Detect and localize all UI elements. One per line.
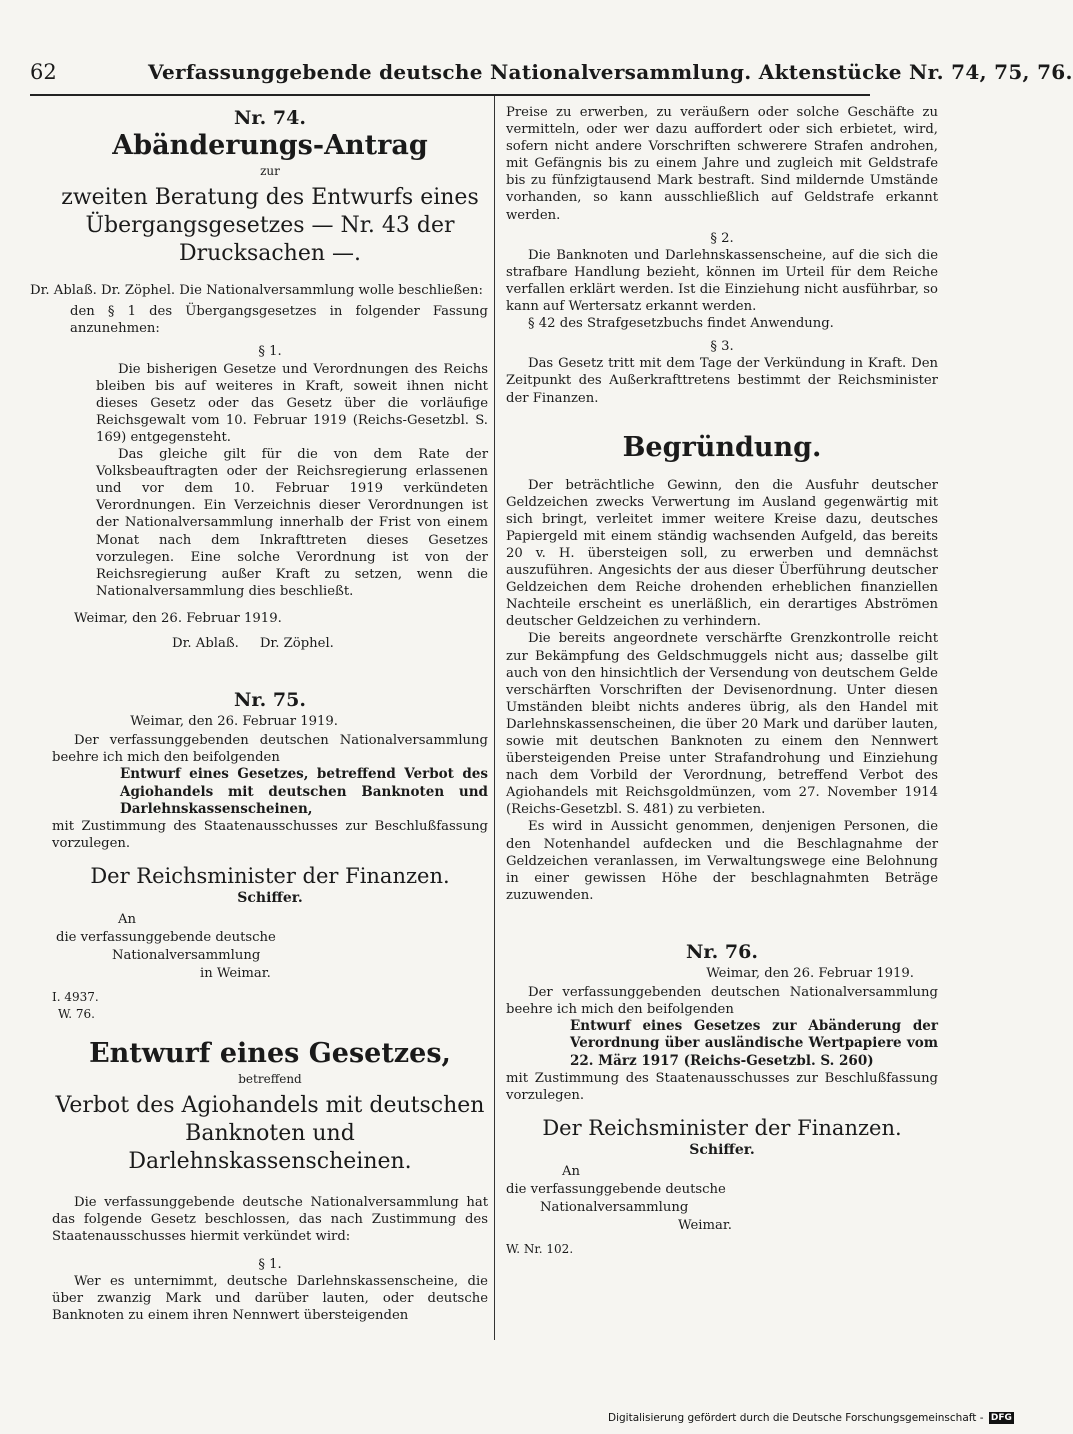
nr76-number: Nr. 76. [686,940,758,963]
para3-sign: § 3. [710,339,734,355]
nr76-letter: Der verfassunggebenden deutschen Nationalversammlung beehre ich mich den beifolgenden [506,985,938,1018]
nr75-minister: Der Reichsminister der Finanzen. [90,863,450,888]
left-column [30,104,488,1324]
column-divider [494,96,495,1340]
nr76-approval: mit Zustimmung des Staatenausschusses zur Beschlußfassung vorzulegen. [506,1070,938,1103]
nr75-addressee3: in Weimar. [200,966,271,981]
nr75-approval: mit Zustimmung des Staatenausschusses zur Beschlußfassung vorzulegen. [52,818,488,851]
dfg-logo: DFG [990,1413,1012,1423]
law-continuation: Preise zu erwerben, zu veräußern oder solche Geschäfte zu vermitteln, oder wer dazu auffordert oder sich erbietet, wird, sofern nicht andere Vorschriften schwerere Strafen androhen, mit Gefängnis bis zu einem Jahre und zugleich mit Geldstrafe bis zu fünfzigtausend Mark bestraft. Sind mildernde Umstände vorhanden, so kann ausschließlich auf Geldstrafe erkannt werden. [506,105,938,223]
nr74-resolution: den § 1 des Übergangsgesetzes in folgender Fassung anzunehmen: [70,304,488,337]
nr76-addressee3: Weimar. [678,1217,732,1233]
nr75-ref1: I. 4937. [52,990,99,1004]
nr75-address [52,911,488,983]
nr74-subtitle: zweiten Beratung des Entwurfs eines Übergangsgesetzes — Nr. 43 der Drucksachen —. [61,185,479,267]
nr74-place-date: Weimar, den 26. Februar 1919. [74,610,282,626]
para3-text: Das Gesetz tritt mit dem Tage der Verkündung in Kraft. Den Zeitpunkt des Außerkrafttretens bestimmt der Reichsminister der Finanzen. [506,356,938,406]
begruendung-title: Begründung. [622,431,822,463]
nr74-number: Nr. 74. [234,107,306,129]
nr76-date: Weimar, den 26. Februar 1919. [706,966,914,982]
nr75-addressee2: Nationalversammlung [112,948,261,963]
entwurf-betreffend: betreffend [238,1072,302,1087]
nr75-letter: Der verfassunggebenden deutschen Nationalversammlung beehre ich mich den beifolgenden [52,733,488,766]
nr74-text2: Das gleiche gilt für die von dem Rate der Volksbeauftragten oder der Reichsregierung erlassenen und vor dem 10. Februar 1919 verkündeten Verordnungen. Ein Verzeichnis dieser Verordnungen ist der Nationalversammlung innerhalb der Frist von einem Monat nach dem Inkrafttreten dieses Gesetzes vorzulegen. Eine solche Verordnung ist von der Reichsregierung außer Kraft zu setzen, wenn die Nationalversammlung dies beschließt. [96,447,488,599]
nr74-text1: Die bisherigen Gesetze und Verordnungen des Reichs bleiben bis auf weiteres in Kraft, soweit ihnen nicht dieses Gesetz oder das Gesetz über die vorläufige Reichsgewalt vom 10. Februar 1919 (Reichs-Gesetzbl. S. 169) entgegensteht. [96,361,488,445]
nr76-subject: Entwurf eines Gesetzes zur Abänderung der Verordnung über ausländische Wertpapiere vom 22. März 1917 (Reichs-Gesetzbl. S. 260) [570,1018,938,1069]
nr74-signatures: Dr. Ablaß. Dr. Zöphel. [172,635,334,651]
nr74-intro: Dr. Ablaß. Dr. Zöphel. Die Nationalversammlung wolle beschließen: [30,283,483,299]
nr74-para-sign: § 1. [258,344,282,360]
nr76-addressee1: die verfassunggebende deutsche [506,1181,726,1197]
nr74-zur: zur [260,164,280,179]
digitization-credit-text: Digitalisierung gefördert durch die Deutsche Forschungsgemeinschaft - [608,1412,984,1424]
nr76-signature: Schiffer. [689,1141,755,1158]
right-column [506,104,938,1258]
nr75-signature: Schiffer. [237,889,303,906]
nr76-ref: W. Nr. 102. [506,1241,574,1256]
nr75-addressee1: die verfassunggebende deutsche [56,930,276,945]
nr76-minister: Der Reichsminister der Finanzen. [542,1115,902,1140]
nr75-date: Weimar, den 26. Februar 1919. [130,714,338,730]
nr75-number: Nr. 75. [234,689,306,712]
begruendung-p3: Es wird in Aussicht genommen, denjenigen Personen, die den Notenhandel aufdecken und die Beschlagnahme der Geldzeichen veranlassen, im Verwaltungswege eine Belohnung in einer gewissen Höhe der beschlagnahmten Beträge zuzuwenden. [506,819,938,903]
entwurf-title: Entwurf eines Gesetzes, [89,1038,451,1070]
nr75-ref2: W. 76. [58,1007,95,1022]
para2-sign: § 2. [710,230,734,246]
digitization-credit [608,1412,1014,1424]
page-header [30,58,1073,96]
begruendung-p1: Der beträchtliche Gewinn, den die Ausfuhr deutscher Geldzeichen zwecks Verwertung im Ausland gegenwärtig mit sich bringt, verleitet immer weitere Kreise dazu, deutsches Papiergeld mit einem ständig wachsenden Aufgeld, das bereits 20 v. H. übersteigen soll, zu erwerben und demnächst auszuführen. Angesichts der aus dieser Überführung deutscher Geldzeichen dem Reiche drohenden erheblichen finanziellen Nachteile erscheint es unerläßlich, ein derartiges Abströmen deutscher Geldzeichen zu verhindern. [506,477,938,630]
nr75-subject: Entwurf eines Gesetzes, betreffend Verbot des Agiohandels mit deutschen Banknoten und Darlehnskassenscheinen, [120,766,488,817]
entwurf-subtitle: Verbot des Agiohandels mit deutschen Banknoten und Darlehnskassenscheinen. [55,1093,485,1175]
nr76-address [506,1163,938,1235]
entwurf-preamble: Die verfassunggebende deutsche Nationalversammlung hat das folgende Gesetz beschlossen, das nach Zustimmung des Staatenausschusses hiermit verkündet wird: [52,1195,488,1245]
para2-text2: § 42 des Strafgesetzbuchs findet Anwendung. [528,316,834,332]
nr76-addressee2: Nationalversammlung [540,1199,689,1215]
running-title: Verfassunggebende deutsche Nationalversammlung. Aktenstücke Nr. 74, 75, 76. [148,60,1073,84]
begruendung-p2: Die bereits angeordnete verschärfte Grenzkontrolle reicht zur Bekämpfung des Geldschmuggels nicht aus; dasselbe gilt auch von den hinsichtlich der Versendung von deutschem Gelde verschärften Vorschriften der Devisenordnung. Unter diesen Umständen bleibt nichts anderes übrig, als den Handel mit Darlehnskassenscheinen, die über 20 Mark und darüber lauten, sowie mit deutschen Banknoten zu einem den Nennwert übersteigenden Preise unter Strafandrohung und Einziehung nach dem Vorbild der Verordnung, betreffend Verbot des Agiohandels mit Reichsgoldmünzen, vom 27. November 1914 (Reichs-Gesetzbl. S. 481) zu verbieten. [506,631,938,818]
entwurf-para-sign: § 1. [258,1256,282,1272]
nr76-an: An [562,1163,581,1179]
nr74-title: Abänderungs-Antrag [112,130,428,162]
entwurf-text: Wer es unternimmt, deutsche Darlehnskassenscheine, die über zwanzig Mark und darüber lauten, oder deutsche Banknoten zu einem ihren Nennwert übersteigenden [52,1273,488,1323]
page-number: 62 [30,60,57,84]
para2-text: Die Banknoten und Darlehnskassenscheine, auf die sich die strafbare Handlung bezieht, können im Urteil für dem Reiche verfallen erklärt werden. Ist die Einziehung nicht ausführbar, so kann auf Wertersatz erkannt werden. [506,247,938,315]
nr75-an: An [118,912,137,927]
